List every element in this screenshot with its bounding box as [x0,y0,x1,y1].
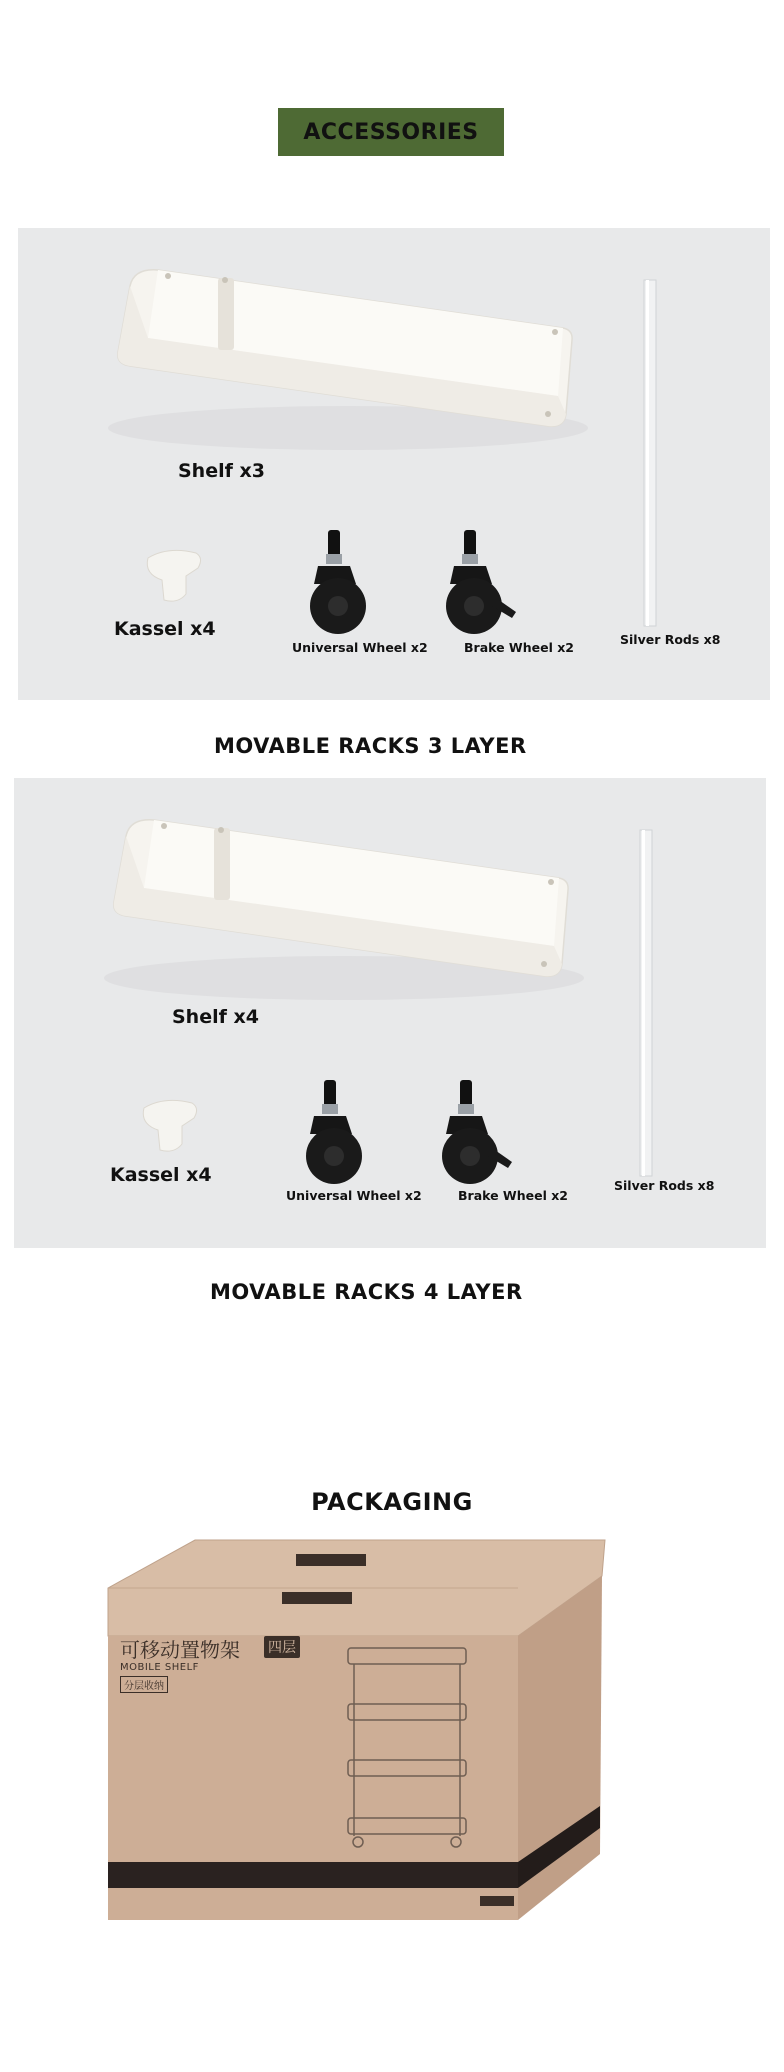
kassel-image [143,1100,196,1151]
kassel-label: Kassel x4 [110,1164,212,1186]
accessories-title: ACCESSORIES [303,119,479,145]
box-english-title: MOBILE SHELF [120,1662,199,1673]
box-layer-badge: 四层 [264,1636,300,1658]
packaging-box [100,1536,610,1926]
silver-rods-label: Silver Rods x8 [614,1178,715,1193]
universal-wheel-label: Universal Wheel x2 [286,1188,422,1203]
shelf-image [104,820,584,1000]
universal-wheel-label: Universal Wheel x2 [292,640,428,655]
accessories-banner [278,108,504,156]
universal-wheel-image [310,530,366,634]
box-chinese-title: 可移动置物架 [120,1638,240,1662]
brake-wheel-image [442,1080,512,1184]
brake-wheel-label: Brake Wheel x2 [458,1188,568,1203]
set-caption-3-layer: MOVABLE RACKS 3 LAYER [214,734,527,758]
silver-rod-image [644,280,656,626]
packaging-title: PACKAGING [311,1488,473,1516]
shelf-label: Shelf x3 [178,460,265,482]
silver-rod-image [640,830,652,1176]
set-caption-4-layer: MOVABLE RACKS 4 LAYER [210,1280,523,1304]
shelf-label: Shelf x4 [172,1006,259,1028]
kassel-label: Kassel x4 [114,618,216,640]
universal-wheel-image [306,1080,362,1184]
accessories-panel-3-layer [18,228,770,700]
brake-wheel-image [446,530,516,634]
shelf-image [108,270,588,450]
silver-rods-label: Silver Rods x8 [620,632,721,647]
box-sub-label: 分层收纳 [120,1676,168,1693]
accessories-panel-4-layer [14,778,766,1248]
kassel-image [147,550,200,601]
brake-wheel-label: Brake Wheel x2 [464,640,574,655]
